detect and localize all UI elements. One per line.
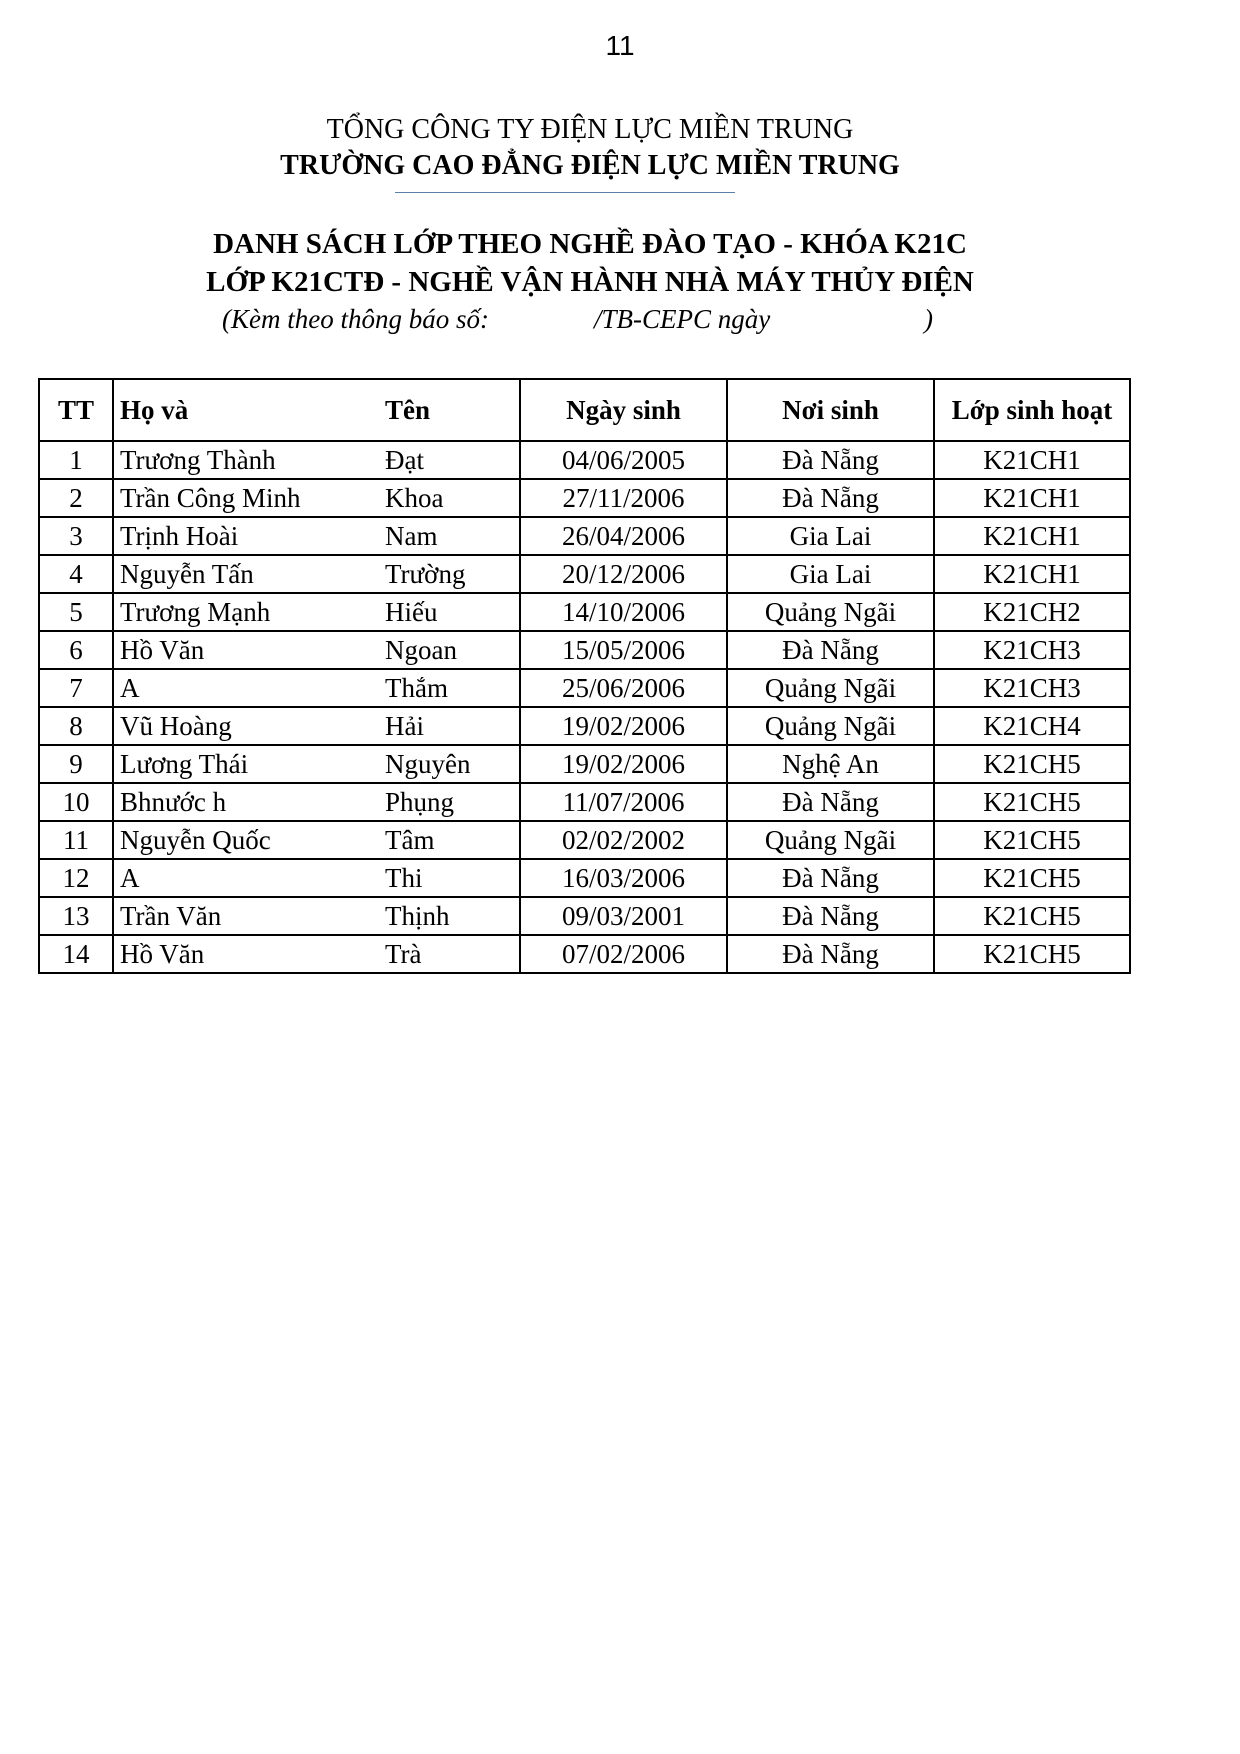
- page-number: 11: [605, 30, 635, 61]
- cell-lop: K21CH1: [934, 517, 1130, 555]
- document-subtitle: LỚP K21CTĐ - NGHỀ VẬN HÀNH NHÀ MÁY THỦY ĐIỆN: [206, 266, 974, 298]
- cell-ho: Trương Mạnh: [113, 593, 385, 631]
- cell-lop: K21CH5: [934, 745, 1130, 783]
- cell-ngay-sinh: 26/04/2006: [520, 517, 727, 555]
- cell-ngay-sinh: 04/06/2005: [520, 441, 727, 479]
- cell-ngay-sinh: 27/11/2006: [520, 479, 727, 517]
- cell-noi-sinh: Đà Nẵng: [727, 859, 934, 897]
- cell-ho: Bhnước h: [113, 783, 385, 821]
- cell-lop: K21CH5: [934, 783, 1130, 821]
- header-ten: Tên: [385, 379, 520, 441]
- cell-tt: 2: [39, 479, 113, 517]
- table-row: [39, 935, 1130, 973]
- cell-tt: 6: [39, 631, 113, 669]
- cell-ho: A: [113, 859, 385, 897]
- cell-tt: 1: [39, 441, 113, 479]
- header-ngay-sinh: Ngày sinh: [520, 379, 727, 441]
- cell-noi-sinh: Quảng Ngãi: [727, 707, 934, 745]
- cell-ngay-sinh: 19/02/2006: [520, 707, 727, 745]
- table-row: [39, 555, 1130, 593]
- table-row: [39, 859, 1130, 897]
- cell-ho: Trương Thành: [113, 441, 385, 479]
- cell-ten: Thắm: [385, 669, 520, 707]
- note-prefix: (Kèm theo thông báo số:: [222, 304, 489, 334]
- cell-ho: Trần Công Minh: [113, 479, 385, 517]
- cell-noi-sinh: Đà Nẵng: [727, 479, 934, 517]
- cell-ten: Trà: [385, 935, 520, 973]
- cell-noi-sinh: Nghệ An: [727, 745, 934, 783]
- cell-tt: 7: [39, 669, 113, 707]
- cell-ten: Nam: [385, 517, 520, 555]
- cell-ngay-sinh: 25/06/2006: [520, 669, 727, 707]
- note-middle: /TB-CEPC ngày: [594, 304, 771, 334]
- table-row: [39, 897, 1130, 935]
- cell-tt: 5: [39, 593, 113, 631]
- cell-tt: 12: [39, 859, 113, 897]
- cell-ten: Đạt: [385, 441, 520, 479]
- cell-ten: Tâm: [385, 821, 520, 859]
- cell-ho: Vũ Hoàng: [113, 707, 385, 745]
- cell-lop: K21CH1: [934, 441, 1130, 479]
- cell-tt: 11: [39, 821, 113, 859]
- cell-noi-sinh: Quảng Ngãi: [727, 669, 934, 707]
- cell-ho: Nguyễn Quốc: [113, 821, 385, 859]
- cell-noi-sinh: Đà Nẵng: [727, 935, 934, 973]
- cell-noi-sinh: Quảng Ngãi: [727, 593, 934, 631]
- organization-name: TỔNG CÔNG TY ĐIỆN LỰC MIỀN TRUNG: [326, 114, 854, 145]
- table-row: [39, 821, 1130, 859]
- table-row: [39, 517, 1130, 555]
- cell-ten: Nguyên: [385, 745, 520, 783]
- cell-ho: Trần Văn: [113, 897, 385, 935]
- cell-ten: Ngoan: [385, 631, 520, 669]
- cell-lop: K21CH2: [934, 593, 1130, 631]
- table-row: [39, 783, 1130, 821]
- cell-lop: K21CH5: [934, 859, 1130, 897]
- cell-ngay-sinh: 15/05/2006: [520, 631, 727, 669]
- header-noi-sinh: Nơi sinh: [727, 379, 934, 441]
- cell-noi-sinh: Đà Nẵng: [727, 897, 934, 935]
- cell-ngay-sinh: 19/02/2006: [520, 745, 727, 783]
- cell-ten: Hải: [385, 707, 520, 745]
- note-suffix: ): [924, 304, 933, 334]
- cell-noi-sinh: Đà Nẵng: [727, 783, 934, 821]
- cell-ten: Phụng: [385, 783, 520, 821]
- table-row: [39, 745, 1130, 783]
- document-title: DANH SÁCH LỚP THEO NGHỀ ĐÀO TẠO - KHÓA K21C: [213, 228, 967, 260]
- table-row: [39, 593, 1130, 631]
- table-row: [39, 479, 1130, 517]
- cell-noi-sinh: Gia Lai: [727, 555, 934, 593]
- cell-noi-sinh: Quảng Ngãi: [727, 821, 934, 859]
- cell-tt: 13: [39, 897, 113, 935]
- cell-lop: K21CH3: [934, 631, 1130, 669]
- cell-tt: 3: [39, 517, 113, 555]
- cell-tt: 4: [39, 555, 113, 593]
- school-name: TRƯỜNG CAO ĐẲNG ĐIỆN LỰC MIỀN TRUNG: [280, 150, 900, 181]
- cell-ngay-sinh: 16/03/2006: [520, 859, 727, 897]
- cell-ten: Hiếu: [385, 593, 520, 631]
- cell-ho: A: [113, 669, 385, 707]
- cell-tt: 8: [39, 707, 113, 745]
- header-lop: Lớp sinh hoạt: [934, 379, 1130, 441]
- cell-ho: Hồ Văn: [113, 631, 385, 669]
- cell-lop: K21CH4: [934, 707, 1130, 745]
- cell-ngay-sinh: 07/02/2006: [520, 935, 727, 973]
- cell-lop: K21CH5: [934, 821, 1130, 859]
- cell-tt: 10: [39, 783, 113, 821]
- cell-noi-sinh: Đà Nẵng: [727, 631, 934, 669]
- cell-ten: Khoa: [385, 479, 520, 517]
- cell-lop: K21CH3: [934, 669, 1130, 707]
- cell-ngay-sinh: 14/10/2006: [520, 593, 727, 631]
- table-header-row: [39, 379, 1130, 441]
- cell-ho: Hồ Văn: [113, 935, 385, 973]
- cell-noi-sinh: Đà Nẵng: [727, 441, 934, 479]
- table-row: [39, 631, 1130, 669]
- cell-ho: Lương Thái: [113, 745, 385, 783]
- student-table: [38, 378, 1131, 974]
- cell-ngay-sinh: 20/12/2006: [520, 555, 727, 593]
- table-row: [39, 441, 1130, 479]
- header-tt: TT: [39, 379, 113, 441]
- cell-lop: K21CH1: [934, 479, 1130, 517]
- cell-tt: 14: [39, 935, 113, 973]
- cell-lop: K21CH5: [934, 897, 1130, 935]
- table-row: [39, 707, 1130, 745]
- cell-ho: Nguyễn Tấn: [113, 555, 385, 593]
- cell-ngay-sinh: 02/02/2002: [520, 821, 727, 859]
- cell-tt: 9: [39, 745, 113, 783]
- cell-lop: K21CH5: [934, 935, 1130, 973]
- cell-ngay-sinh: 11/07/2006: [520, 783, 727, 821]
- header-divider: [395, 192, 735, 193]
- header-ho: Họ và: [113, 379, 385, 441]
- cell-ngay-sinh: 09/03/2001: [520, 897, 727, 935]
- cell-ten: Thi: [385, 859, 520, 897]
- cell-lop: K21CH1: [934, 555, 1130, 593]
- cell-noi-sinh: Gia Lai: [727, 517, 934, 555]
- cell-ho: Trịnh Hoài: [113, 517, 385, 555]
- cell-ten: Trường: [385, 555, 520, 593]
- cell-ten: Thịnh: [385, 897, 520, 935]
- table-row: [39, 669, 1130, 707]
